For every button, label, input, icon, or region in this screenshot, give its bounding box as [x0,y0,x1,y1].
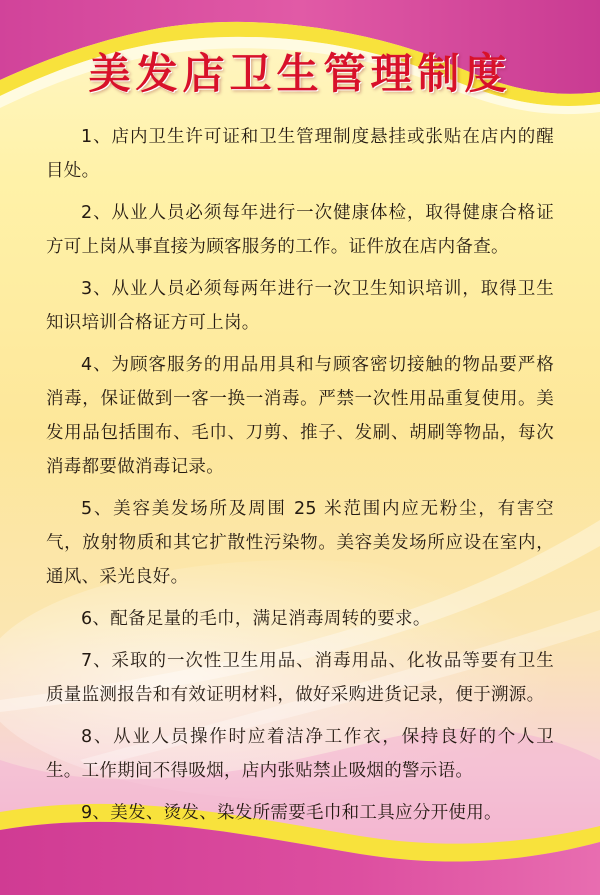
rules-list [46,120,554,838]
rule-item: 1、店内卫生许可证和卫生管理制度悬挂或张贴在店内的醒目处。 [46,127,554,181]
rule-item: 4、为顾客服务的用品用具和与顾客密切接触的物品要严格消毒，保证做到一客一换一消毒。严禁一次性用品重复使用。美发用品包括围布、毛巾、刀剪、推子、发刷、胡刷等物品，每次消毒都要做消毒记录。 [46,355,554,477]
rule-item: 5、美容美发场所及周围 25 米范围内应无粉尘，有害空气，放射物质和其它扩散性污染物。美容美发场所应设在室内，通风、采光良好。 [46,499,554,587]
rule-item: 6、配备足量的毛巾，满足消毒周转的要求。 [81,609,431,629]
rule-item: 7、采取的一次性卫生用品、消毒用品、化妆品等要有卫生质量监测报告和有效证明材料，做好采购进货记录，便于溯源。 [46,651,554,705]
rule-item: 2、从业人员必须每年进行一次健康体检，取得健康合格证方可上岗从事直接为顾客服务的工作。证件放在店内备查。 [46,203,554,257]
page-title: 美发店卫生管理制度 [88,49,512,98]
rule-item: 8、从业人员操作时应着洁净工作衣，保持良好的个人卫生。工作期间不得吸烟，店内张贴禁止吸烟的警示语。 [46,727,554,781]
rule-item: 3、从业人员必须每两年进行一次卫生知识培训，取得卫生知识培训合格证方可上岗。 [46,279,554,333]
rule-item: 9、美发、烫发、染发所需要毛巾和工具应分开使用。 [81,803,502,823]
